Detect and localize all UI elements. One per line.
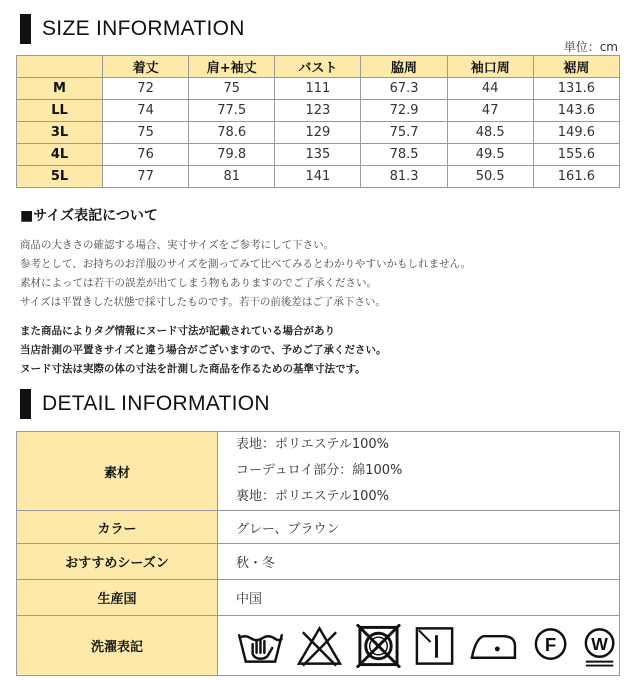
size-label: 5L	[17, 166, 103, 188]
detail-row-season	[17, 544, 620, 580]
col-header: 脇周	[361, 56, 447, 78]
size-label: LL	[17, 100, 103, 122]
material-line: 裏地：ポリエステル100%	[236, 489, 389, 504]
table-cell: 129	[275, 122, 361, 144]
col-header: 着丈	[103, 56, 189, 78]
care-icons	[218, 616, 620, 676]
detail-table	[16, 431, 620, 676]
table-cell: 78.5	[361, 144, 447, 166]
table-cell: 75.7	[361, 122, 447, 144]
size-label: 4L	[17, 144, 103, 166]
season-value: 秋・冬	[218, 544, 620, 580]
note-line: 素材によっては若干の誤差が出てしまう物もありますのでご了承ください。	[20, 277, 377, 289]
col-header: バスト	[275, 56, 361, 78]
table-cell: 67.3	[361, 78, 447, 100]
material-line: 表地：ポリエステル100%	[236, 437, 389, 452]
table-cell: 48.5	[447, 122, 533, 144]
size-table-header	[17, 56, 620, 78]
table-cell: 81	[189, 166, 275, 188]
care-label: 洗濯表記	[17, 616, 218, 676]
low-iron-icon	[466, 624, 521, 668]
detail-info-title: DETAIL INFORMATION	[42, 392, 270, 415]
wet-clean-letter: W	[591, 633, 608, 654]
table-cell: 143.6	[533, 100, 619, 122]
material-line: コーデュロイ部分：綿100%	[236, 463, 403, 478]
heading-bar	[20, 14, 31, 44]
detail-row-color	[17, 511, 620, 544]
table-cell: 72	[103, 78, 189, 100]
table-cell: 77	[103, 166, 189, 188]
col-header: 裾周	[533, 56, 619, 78]
line-dry-icon	[413, 624, 456, 668]
color-value: グレー、ブラウン	[218, 511, 620, 544]
note-bold-line: 当店計測の平置きサイズと違う場合がございますので、予めご了承ください。	[20, 344, 387, 356]
note-line: 商品の大きさの確認する場合、実寸サイズをご参考にして下さい。	[20, 239, 335, 251]
table-row	[17, 122, 620, 144]
wet-clean-w-icon	[580, 624, 619, 668]
table-cell: 78.6	[189, 122, 275, 144]
table-row	[17, 100, 620, 122]
table-cell: 47	[447, 100, 533, 122]
table-cell: 49.5	[447, 144, 533, 166]
detail-row-material	[17, 432, 620, 511]
season-label: おすすめシーズン	[17, 544, 218, 580]
table-cell: 74	[103, 100, 189, 122]
unit-label: 単位：cm	[563, 40, 618, 54]
table-cell: 131.6	[533, 78, 619, 100]
table-cell: 76	[103, 144, 189, 166]
table-cell: 155.6	[533, 144, 619, 166]
table-cell: 79.8	[189, 144, 275, 166]
dry-clean-letter: F	[544, 633, 556, 655]
table-cell: 149.6	[533, 122, 619, 144]
note-bold-line: ヌード寸法は実際の体の寸法を計測した商品を作るための基準寸法です。	[20, 363, 366, 375]
table-cell: 111	[275, 78, 361, 100]
table-cell: 75	[189, 78, 275, 100]
origin-label: 生産国	[17, 580, 218, 616]
table-row	[17, 166, 620, 188]
size-label: 3L	[17, 122, 103, 144]
color-label: カラー	[17, 511, 218, 544]
material-value	[218, 432, 620, 511]
size-label: M	[17, 78, 103, 100]
table-cell: 44	[447, 78, 533, 100]
size-info-title: SIZE INFORMATION	[42, 17, 245, 40]
hand-wash-icon	[236, 624, 285, 668]
col-header: 肩+袖丈	[189, 56, 275, 78]
note-bold-line: また商品によりタグ情報にヌード寸法が記載されている場合があり	[20, 325, 335, 337]
size-table	[16, 55, 620, 188]
detail-info-heading	[20, 389, 270, 419]
table-row	[17, 144, 620, 166]
table-cell: 141	[275, 166, 361, 188]
no-bleach-icon	[295, 624, 344, 668]
dry-clean-f-icon	[531, 624, 570, 668]
table-cell: 50.5	[447, 166, 533, 188]
detail-row-care	[17, 616, 620, 676]
table-cell: 135	[275, 144, 361, 166]
table-cell: 161.6	[533, 166, 619, 188]
no-tumble-dry-icon	[354, 624, 403, 668]
table-cell: 72.9	[361, 100, 447, 122]
size-info-heading	[20, 14, 245, 44]
table-cell: 77.5	[189, 100, 275, 122]
note-line: サイズは平置きした状態で採寸したものです。若干の前後差はご了承下さい。	[20, 296, 386, 308]
origin-value: 中国	[218, 580, 620, 616]
corner-cell	[17, 56, 103, 78]
table-cell: 81.3	[361, 166, 447, 188]
size-notes	[20, 205, 620, 379]
heading-bar	[20, 389, 31, 419]
table-cell: 75	[103, 122, 189, 144]
col-header: 袖口周	[447, 56, 533, 78]
table-cell: 123	[275, 100, 361, 122]
note-line: 参考として、お持ちのお洋服のサイズを測ってみて比べてみるとわかりやすいかもしれません。	[20, 258, 472, 270]
detail-row-origin	[17, 580, 620, 616]
table-row	[17, 78, 620, 100]
material-label: 素材	[17, 432, 218, 511]
size-notes-title: ■サイズ表記について	[20, 208, 158, 224]
